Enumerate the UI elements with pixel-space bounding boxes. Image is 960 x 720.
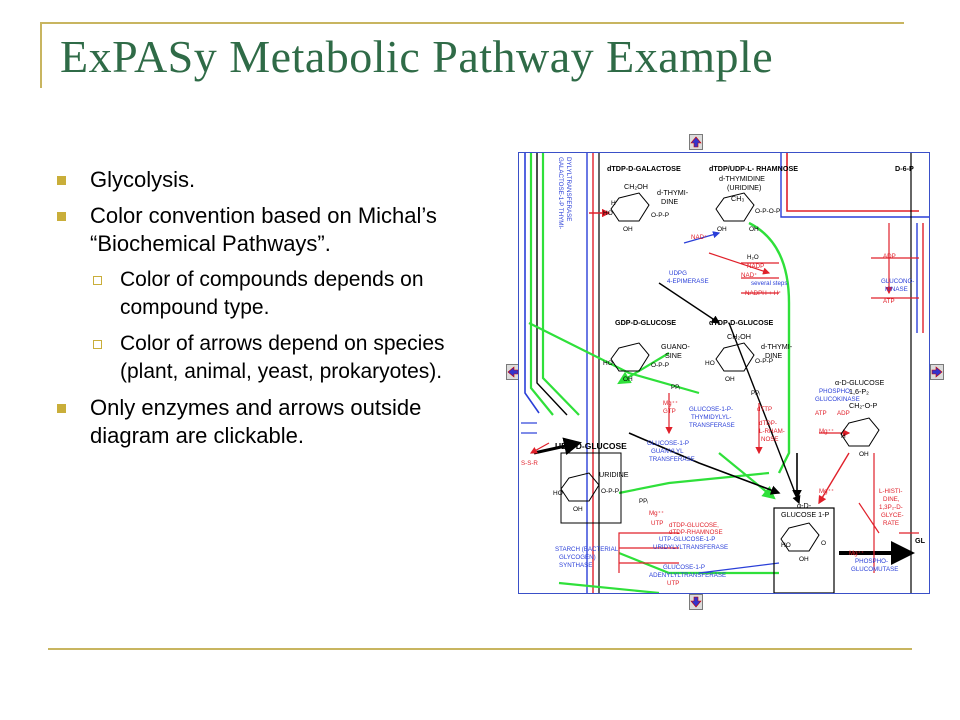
enzyme-label: 4-EPIMERASE [667,278,709,285]
enzyme-label: GUANYLYL [651,448,684,455]
enzyme-label: ADENYLYLTRANSFERASE [649,572,727,579]
compound-label: d-THYMI- [761,342,793,351]
enzyme-label: PHOSPHO- [819,388,853,395]
compound-label: DINE [661,197,679,206]
cofactor-label: NOSE [761,436,779,443]
enzyme-label: GLUCOKINASE [815,396,860,403]
ring-label: OH [749,226,759,233]
ring-label: O-P-P [755,358,774,365]
cofactor-label: GTP [663,408,676,415]
ring-label: HO [603,210,613,217]
right-arrow-button[interactable] [930,364,944,380]
cofactor-label: PPᵢ [639,498,649,505]
square-bullet-icon [57,404,66,413]
ring-label: OH [799,556,809,563]
compound-label: CH₂-O-P [849,401,878,410]
ring-label: OH [725,376,735,383]
compound-label: α-D- [797,501,812,510]
cofactor-label: NAD⁺ [741,272,758,279]
compound-label: GLUCOSE 1-P [781,510,830,519]
ring-label: H [611,200,616,207]
enzyme-label: PHOSPHO- [855,558,889,565]
enzyme-label: TRANSFERASE [689,422,735,429]
compound-label: dTDP/UDP-L- RHAMNOSE [709,164,799,173]
cofactor-label: L-RHAM- [759,428,785,435]
enzyme-label: L-HISTI- [879,488,903,495]
enzyme-label: RATE [883,520,900,527]
cofactor-label: dTDP- [759,420,777,427]
cofactor-label: Mg⁺⁺ [649,510,665,517]
pathway-diagram [518,152,930,594]
compound-label: UDP-D-GLUCOSE [555,441,627,451]
compound-label: URIDINE [599,470,629,479]
enzyme-label: GALACTOSE-1-P THYMI- [557,157,564,230]
cofactor-label: PPᵢ [671,384,681,391]
bullet-item [50,166,500,194]
up-arrow-button[interactable] [689,134,703,150]
enzyme-label: TRANSFERASE [649,456,695,463]
enzyme-label: UTP-GLUCOSE-1-P [659,536,716,543]
compound-label: GDP-D-GLUCOSE [615,318,677,327]
enzyme-label: THYMIDYLYL- [691,414,732,421]
ring-label: O-P-P [651,362,670,369]
enzyme-label: URIDYLYLTRANSFERASE [653,544,729,551]
square-bullet-icon [57,176,66,185]
ring-label: O-P-P [601,488,620,495]
bullet-text: Color convention based on Michal’s “Biochemical Pathways”. [90,203,437,256]
enzyme-label: GLUCOSE-1-P- [689,406,734,413]
enzyme-label: GLUCONO- [881,278,915,285]
cofactor-label: Mg⁺⁺ [819,488,835,495]
compound-label: GL [915,536,925,545]
cofactor-label: NADPH + H⁺ [745,290,782,297]
up-arrow-icon [690,135,702,149]
enzyme-label: GLUCOSE-1-P [647,440,689,447]
enzyme-label: dTDP-RHAMNOSE [669,529,723,536]
bullet-item [50,202,500,258]
cofactor-label: ATP [883,298,895,305]
ring-label: O-P-P [651,212,670,219]
ring-label: OH [573,506,583,513]
enzyme-label: UDPG [669,270,687,277]
bullet-text: Glycolysis. [90,167,196,192]
enzyme-label: GLUCOMUTASE [851,566,899,573]
bullet-text: Only enzymes and arrows outside diagram are clickable. [90,395,422,448]
cofactor-label: UTP [651,520,664,527]
enzyme-label: 1,3P₂-D- [879,504,903,511]
frame-bottom-rule [48,648,912,650]
bullet-item [50,394,500,450]
down-arrow-button[interactable] [689,594,703,610]
enzyme-label: KINASE [885,286,908,293]
slide-title: ExPASy Metabolic Pathway Example [60,31,774,82]
frame-left-rule [40,22,42,88]
down-arrow-icon [690,595,702,609]
pathway-svg [519,153,929,593]
ring-label: HO [781,542,791,549]
frame-top-rule [40,22,904,24]
sub-bullet-item [50,330,500,386]
cofactor-label: ADP [837,410,850,417]
cofactor-label: Mg⁺⁺ [663,400,679,407]
compound-label: (URIDINE) [727,183,762,192]
compound-label: dTDP-D-GLUCOSE [709,318,774,327]
ring-label: OH [623,226,633,233]
compound-label: SINE [665,351,682,360]
sugar-rings [561,193,879,551]
ring-label: O [821,540,827,547]
compound-label: d-THYMIDINE [719,174,765,183]
enzyme-label: dTDP-GLUCOSE, [669,522,719,529]
cofactor-label: dTTP [757,406,773,413]
enzyme-label: STARCH (BACTERIAL [555,546,619,553]
right-pathway-lines [781,153,929,593]
right-arrow-icon [931,365,943,379]
cofactor-label: Mg⁺⁺ [849,550,865,557]
ring-label: OH [623,376,633,383]
ring-label: OH [717,226,727,233]
enzyme-label: SYNTHASE [559,562,593,569]
compound-label: CH₂OH [624,182,648,191]
ring-label: HO [603,360,613,367]
cofactor-label: several steps [751,280,788,287]
cofactor-label: ATP [815,410,827,417]
compound-label: d-THYMI- [657,188,689,197]
compound-label: CH₂OH [727,332,751,341]
hollow-square-bullet-icon [93,340,102,349]
hollow-square-bullet-icon [93,276,102,285]
cofactor-label: NADP [747,263,765,270]
bullet-list [50,166,500,458]
compound-label: 1,6-P₂ [849,387,869,396]
cofactor-label: NAD⁺ [691,234,708,241]
cofactor-label: PPᵢ [751,390,761,397]
sub-bullet-text: Color of arrows depend on species (plant, animal, yeast, prokaryotes). [120,332,445,383]
compound-label: CH₃ [731,194,745,203]
enzyme-label: S-S-R [521,460,538,467]
sub-bullet-item [50,266,500,322]
compound-label: α-D-GLUCOSE [835,378,885,387]
cofactor-label: H₂O [747,254,759,261]
enzyme-labels [555,157,914,579]
compound-label: DINE [765,351,783,360]
enzyme-label: DYLYLTRANSFERASE [565,157,572,222]
ring-label: HO [705,360,715,367]
compound-label: D-6-P [895,164,914,173]
ring-label: OH [859,451,869,458]
cofactor-label: ADP [883,253,896,260]
enzyme-label: GLYCE- [881,512,904,519]
ring-label: O-P-O-P [755,208,781,215]
cofactor-label: UTP [667,580,680,587]
enzyme-label: GLUCOSE-1-P [663,564,705,571]
sub-bullet-text: Color of compounds depends on compound type. [120,268,424,319]
compound-label: GUANO- [661,342,690,351]
square-bullet-icon [57,212,66,221]
cofactor-label: Mg⁺⁺ [819,428,835,435]
ring-label: H [841,433,846,440]
enzyme-label: DINE, [883,496,900,503]
blue-arrows [521,233,782,573]
enzyme-label: GLYCOGEN) [559,554,596,561]
ring-label: HO [553,490,563,497]
compound-label: dTDP-D-GALACTOSE [607,164,681,173]
